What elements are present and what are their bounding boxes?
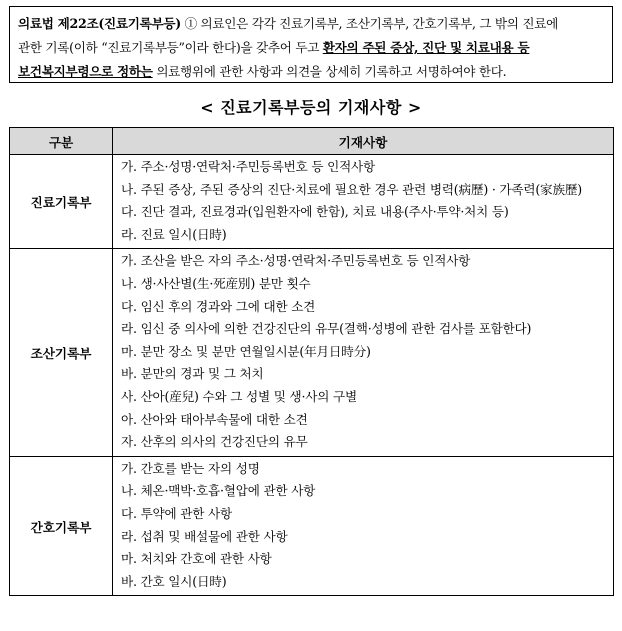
category-medical-record: 진료기록부 bbox=[10, 155, 113, 249]
items-nursing-record bbox=[113, 456, 614, 596]
items-midwifery-record bbox=[113, 249, 614, 456]
law-line-2-prefix: 관한 기록(이하 “진료기록부등”이라 한다)을 갖추어 두고 bbox=[18, 40, 323, 55]
records-table bbox=[9, 127, 614, 596]
list-item: 라. 섭취 및 배설물에 관한 사항 bbox=[121, 528, 288, 544]
list-item: 나. 주된 증상, 주된 증상의 진단·치료에 필요한 경우 관련 병력(病歷) · 가족력(家族歷) bbox=[121, 181, 582, 197]
category-midwifery-record: 조산기록부 bbox=[10, 249, 113, 456]
law-line-2 bbox=[18, 36, 604, 60]
list-item: 자. 산후의 의사의 건강진단의 유무 bbox=[121, 434, 308, 450]
section-heading: < 진료기록부등의 기재사항 > bbox=[200, 98, 422, 117]
table-row-nursing-record bbox=[10, 456, 614, 596]
list-item: 다. 투약에 관한 사항 bbox=[121, 505, 232, 521]
list-item: 다. 임신 후의 경과와 그에 대한 소견 bbox=[121, 298, 316, 314]
table-row-medical-record bbox=[10, 155, 614, 249]
list-item: 바. 분만의 경과 및 그 처치 bbox=[121, 366, 264, 382]
list-item: 마. 처치와 간호에 관한 사항 bbox=[121, 551, 272, 567]
law-line-3 bbox=[18, 60, 604, 84]
list-item: 사. 산아(産兒) 수와 그 성별 및 생·사의 구별 bbox=[121, 388, 357, 404]
law-line-3-emphasis: 보건복지부령으로 정하는 bbox=[18, 64, 153, 79]
list-item: 바. 간호 일시(日時) bbox=[121, 573, 227, 589]
law-article-box bbox=[9, 6, 613, 83]
list-item: 마. 분만 장소 및 분만 연월일시분(年月日時分) bbox=[121, 343, 371, 359]
law-line-1-text: ① 의료인은 각각 진료기록부, 조산기록부, 간호기록부, 그 밖의 진료에 bbox=[180, 16, 558, 31]
list-item: 가. 주소·성명·연락처·주민등록번호 등 인적사항 bbox=[121, 159, 375, 174]
list-item: 가. 간호를 받는 자의 성명 bbox=[121, 460, 260, 476]
list-item: 라. 진료 일시(日時) bbox=[121, 226, 227, 242]
list-item: 나. 체온·맥박·호흡·혈압에 관한 사항 bbox=[121, 483, 316, 499]
list-item: 아. 산아와 태아부속물에 대한 소견 bbox=[121, 411, 308, 427]
list-item: 가. 조산을 받은 자의 주소·성명·연락처·주민등록번호 등 인적사항 bbox=[121, 253, 471, 269]
list-item: 라. 임신 중 의사에 의한 건강진단의 유무(결핵·성병에 관한 검사를 포함한다) bbox=[121, 321, 532, 337]
table-header-row bbox=[10, 128, 614, 155]
table-row-midwifery-record bbox=[10, 249, 614, 456]
law-line-3-suffix: 의료행위에 관한 사항과 의견을 상세히 기록하고 서명하여야 한다. bbox=[152, 64, 507, 79]
law-line-1 bbox=[18, 12, 604, 36]
list-item: 나. 생·사산별(生·死産別) 분만 횟수 bbox=[121, 275, 311, 291]
category-nursing-record: 간호기록부 bbox=[10, 456, 113, 596]
header-items: 기재사항 bbox=[113, 128, 614, 155]
items-medical-record bbox=[113, 155, 614, 249]
law-article-title: 의료법 제22조(진료기록부등) bbox=[18, 16, 181, 31]
list-item: 다. 진단 결과, 진료경과(입원환자에 한함), 치료 내용(주사·투약·처치 등) bbox=[121, 204, 509, 220]
header-category: 구분 bbox=[10, 128, 113, 155]
law-line-2-emphasis: 환자의 주된 증상, 진단 및 치료내용 등 bbox=[322, 40, 530, 55]
